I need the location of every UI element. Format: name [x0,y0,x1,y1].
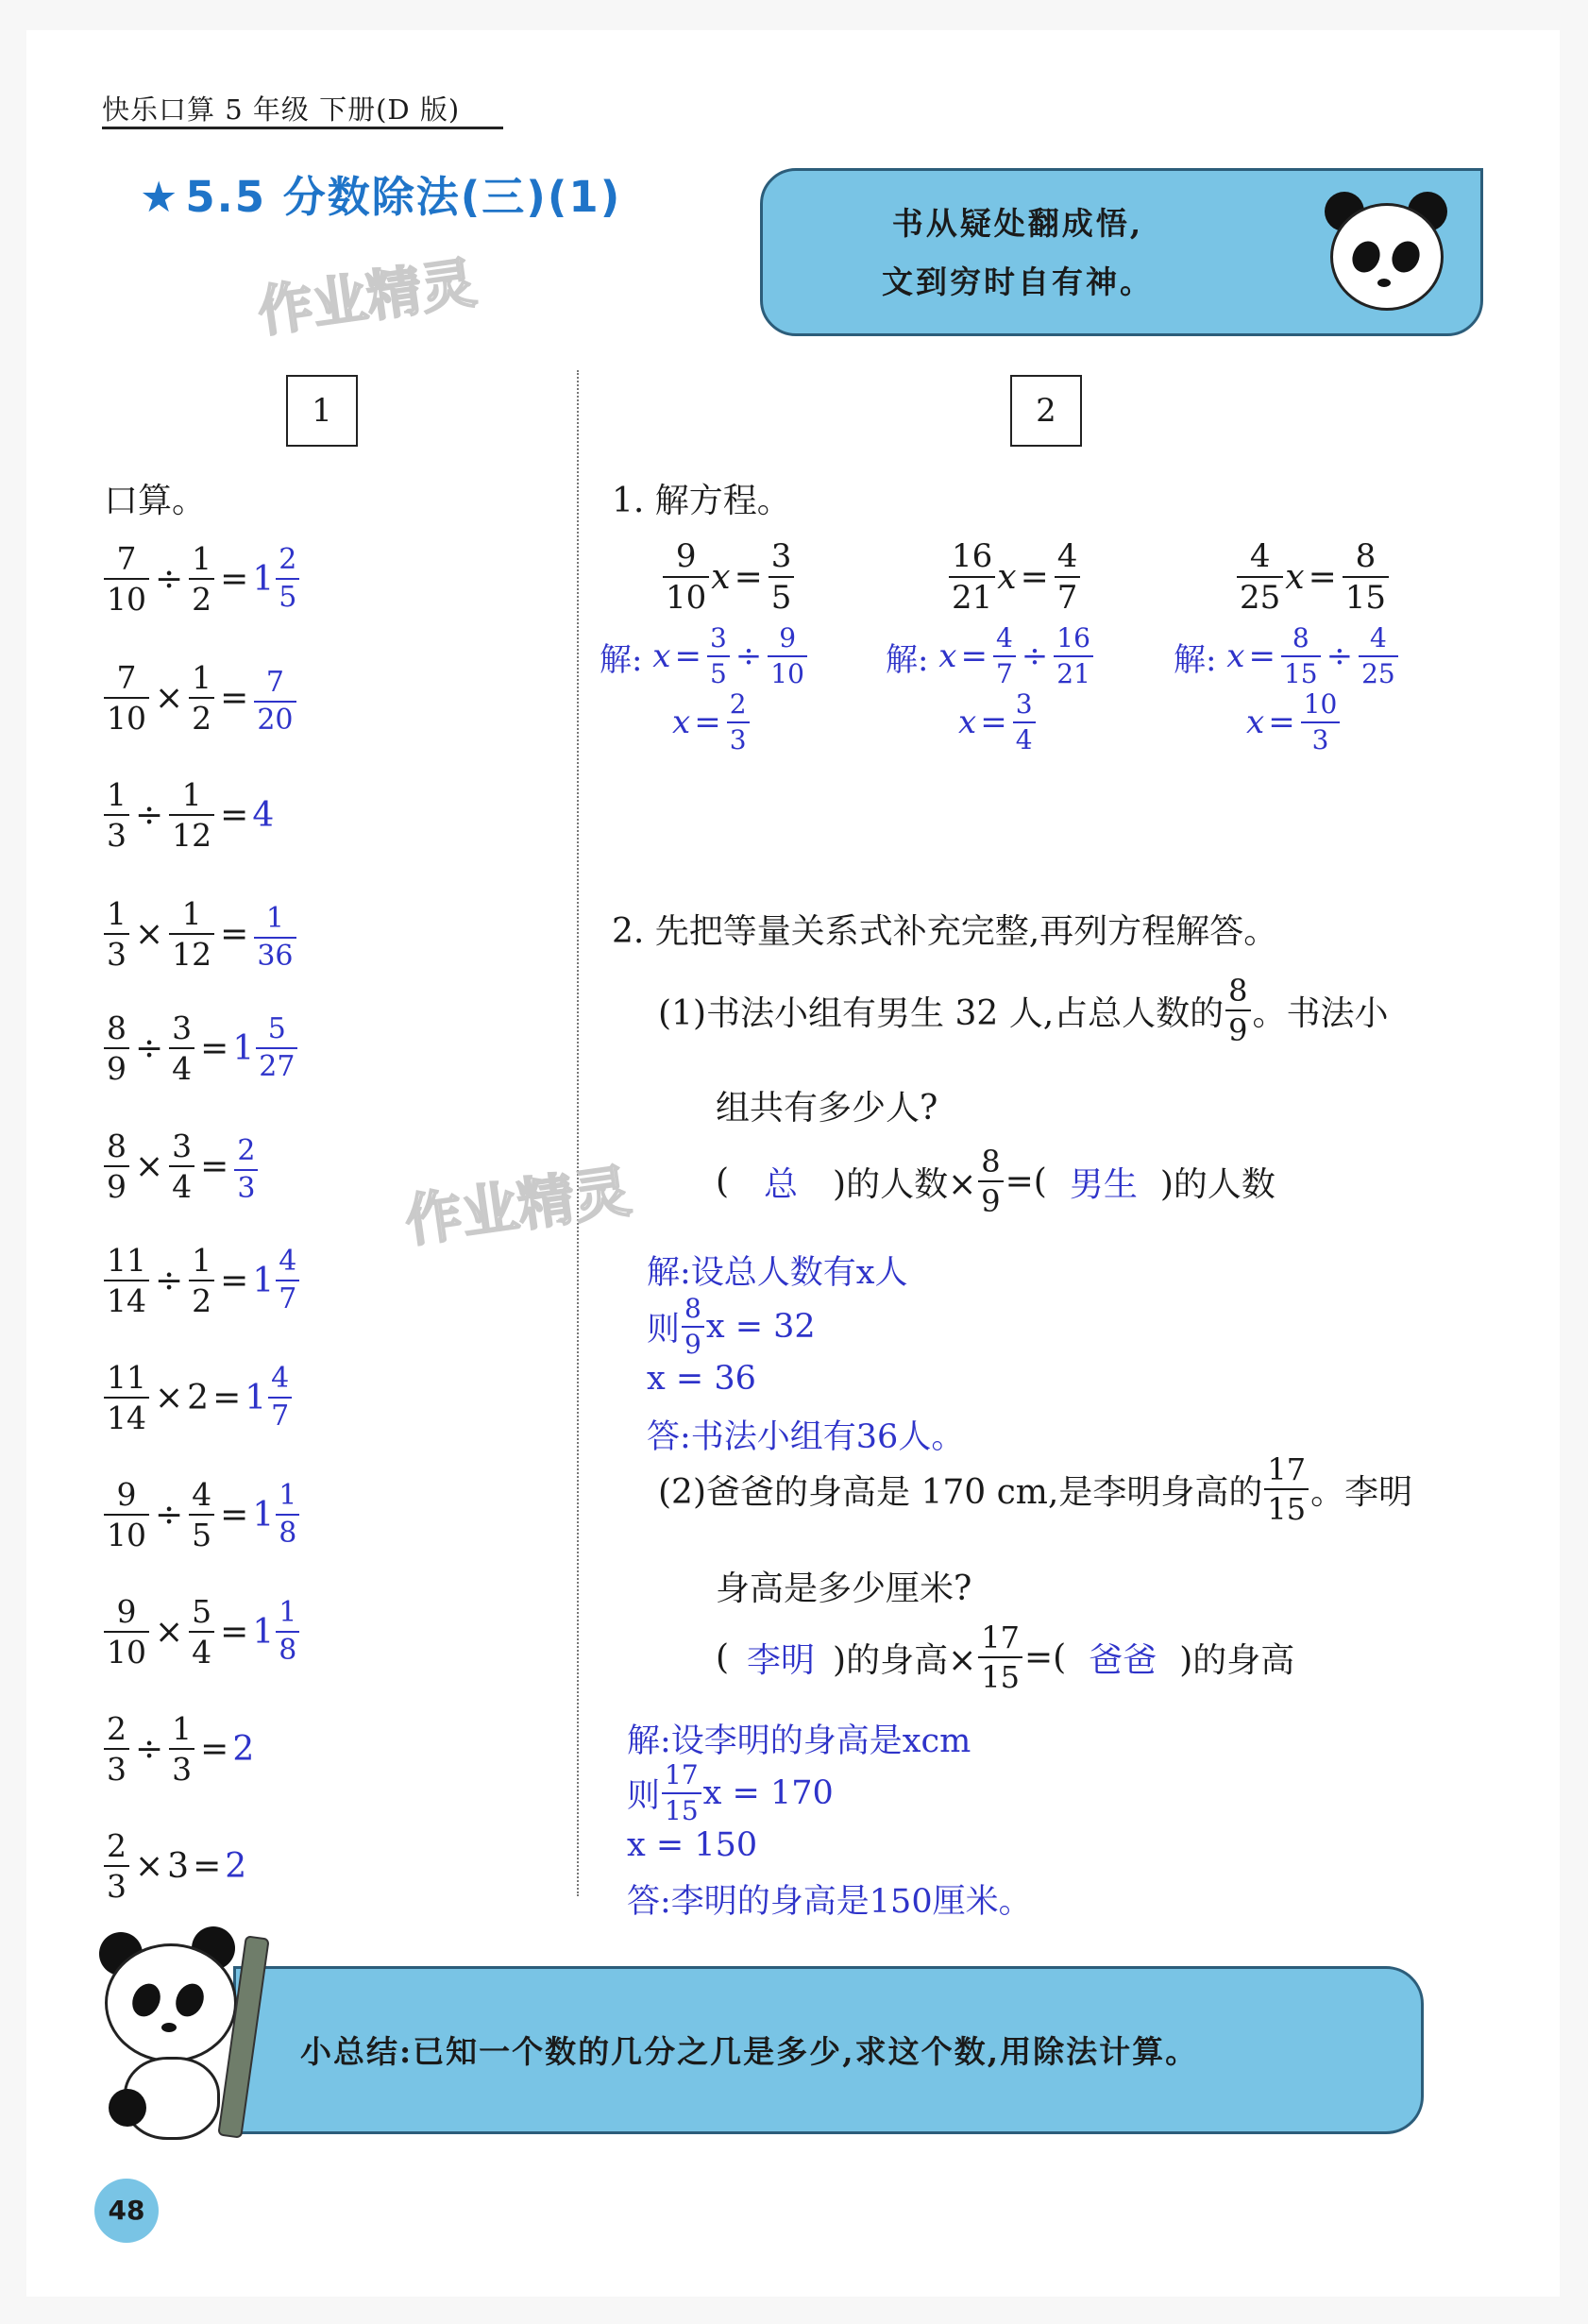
p2-relation: ( 李明 )的身高× $\frac{17}{15}$ =( 爸爸 )的身高 [716,1620,1295,1695]
oral-calc-item: $\frac{7}{10}$ × $\frac{1}{2}$ = $\frac{7}{20}$ [102,661,298,735]
oral-calc-item: $\frac{7}{10}$ ÷ $\frac{1}{2}$ = 1 $\frac{2}{5}$ [102,543,301,615]
oral-calc-answer[interactable]: 1 $\frac{5}{27}$ [232,1015,299,1081]
equation-solution-step-2[interactable]: x = $\frac{3}{4}$ [958,691,1038,754]
p2-fraction: $\frac{17}{15}$ [1264,1454,1309,1524]
oral-calc-item: $\frac{1}{3}$ ÷ $\frac{1}{12}$ = 4 [102,779,274,851]
p1-line1-text: (1)书法小组有男生 32 人,占总人数的 [658,993,1225,1033]
q2-title: 2. 先把等量关系式补充完整,再列方程解答。 [612,912,1278,951]
page-number: 48 [94,2179,159,2243]
panda-head-icon [1325,192,1447,314]
oral-calc-answer[interactable]: 1 $\frac{1}{8}$ [252,1482,301,1548]
equation: $\frac{9}{10}$ x = $\frac{3}{5}$ [661,540,796,614]
p2-line1 [658,1451,1413,1527]
p1-line1-end: 。书法小 [1252,993,1389,1033]
p2-blank-1[interactable]: 李明 [747,1640,816,1680]
equation: $\frac{16}{21}$ x = $\frac{4}{7}$ [947,540,1082,614]
oral-calc-item: $\frac{2}{3}$ ÷ $\frac{1}{3}$ = 2 [102,1713,254,1785]
p1-answer-3: x = 36 [647,1360,756,1398]
oral-calc-item: $\frac{8}{9}$ ÷ $\frac{3}{4}$ = 1 $\frac{5}{27}$ [102,1012,299,1084]
oral-calc-item: $\frac{11}{14}$ × 2 = 1 $\frac{4}{7}$ [102,1362,294,1433]
p2-relation-fraction: $\frac{17}{15}$ [978,1622,1022,1692]
watermark: 作业精灵 [254,250,481,345]
section-label-2: 2 [1010,375,1082,447]
equation-solution-step-1[interactable]: 解: x = $\frac{8}{15}$ ÷ $\frac{4}{25}$ [1174,625,1400,687]
quote-line-2: 文到穷时自有神。 [882,263,1154,300]
lesson-title [140,162,621,224]
p2-line2: 身高是多少厘米? [716,1569,972,1608]
p2-answer-3: x = 150 [627,1826,758,1864]
p2-answer-fraction: $\frac{17}{15}$ [662,1762,701,1824]
p1-answer-fraction: $\frac{8}{9}$ [682,1296,704,1358]
oral-calc-item: $\frac{9}{10}$ × $\frac{5}{4}$ = 1 $\frac{1}{8}$ [102,1596,301,1668]
oral-calc-answer[interactable]: 1 $\frac{1}{8}$ [252,1599,301,1665]
oral-calc-answer[interactable]: 4 [252,795,275,835]
column-divider [577,370,579,1896]
quote-box [760,168,1483,336]
p2-line1-text: (2)爸爸的身高是 170 cm,是李明身高的 [658,1472,1263,1512]
p1-fraction: $\frac{8}{9}$ [1225,975,1250,1045]
book-title-rule [102,127,503,129]
p1-answer-1: 解:设总人数有x人 [647,1254,908,1292]
equation: $\frac{4}{25}$ x = $\frac{8}{15}$ [1235,540,1391,614]
p1-blank-2[interactable]: 男生 [1069,1164,1138,1204]
p2-answer-2: 则 $\frac{17}{15}$ x = 170 [627,1759,834,1826]
book-title: 快乐口算 5 年级 下册(D 版) [102,93,461,126]
equation-solution-step-1[interactable]: 解: x = $\frac{4}{7}$ ÷ $\frac{16}{21}$ [886,625,1095,687]
equation-solution-step-1[interactable]: 解: x = $\frac{3}{5}$ ÷ $\frac{9}{10}$ [600,625,809,687]
p1-relation-fraction: $\frac{8}{9}$ [978,1146,1003,1216]
oral-calc-item: $\frac{1}{3}$ × $\frac{1}{12}$ = $\frac{1}{36}$ [102,897,298,971]
equation-solution-step-2[interactable]: x = $\frac{2}{3}$ [672,691,752,754]
lesson-title-text: 5.5 分数除法(三)(1) [185,172,622,222]
panda-mascot-icon [99,1926,269,2144]
oral-calc-title: 口算。 [104,482,207,520]
p1-line2: 组共有多少人? [716,1089,938,1128]
q1-title: 1. 解方程。 [612,482,791,520]
p1-answer-4: 答:书法小组有36人。 [647,1418,965,1456]
p1-relation: ( 总 )的人数× $\frac{8}{9}$ =( 男生 )的人数 [716,1144,1275,1219]
p1-answer-2: 则 $\frac{8}{9}$ x = 32 [647,1293,816,1360]
oral-calc-answer[interactable]: $\frac{1}{36}$ [252,897,297,971]
p1-line1 [658,973,1389,1048]
equation-solution-step-2[interactable]: x = $\frac{10}{3}$ [1246,691,1342,754]
p2-answer-4: 答:李明的身高是150厘米。 [627,1883,1032,1921]
summary-text: 小总结:已知一个数的几分之几是多少,求这个数,用除法计算。 [300,2033,1199,2070]
oral-calc-answer[interactable]: $\frac{2}{3}$ [232,1129,260,1203]
quote-line-1: 书从疑处翻成悟, [891,205,1144,242]
section-label-1: 1 [286,375,358,447]
watermark-2: 作业精灵 [400,1158,635,1256]
star-icon: ★ [140,172,180,222]
p2-blank-2[interactable]: 爸爸 [1089,1640,1157,1680]
oral-calc-item: $\frac{2}{3}$ × 3 = 2 [102,1830,246,1902]
p1-blank-1[interactable]: 总 [764,1164,799,1204]
oral-calc-item: $\frac{9}{10}$ ÷ $\frac{4}{5}$ = 1 $\frac{1}{8}$ [102,1479,301,1551]
oral-calc-item: $\frac{8}{9}$ × $\frac{3}{4}$ = $\frac{2}{3}$ [102,1129,260,1203]
oral-calc-answer[interactable]: $\frac{7}{20}$ [252,661,297,735]
oral-calc-answer[interactable]: 1 $\frac{4}{7}$ [252,1247,301,1314]
oral-calc-answer[interactable]: 1 $\frac{2}{5}$ [252,546,301,612]
oral-calc-answer[interactable]: 2 [225,1846,247,1886]
oral-calc-answer[interactable]: 2 [232,1729,255,1769]
p2-line1-end: 。李明 [1310,1472,1413,1512]
p2-answer-1: 解:设李明的身高是xcm [627,1722,971,1760]
oral-calc-item: $\frac{11}{14}$ ÷ $\frac{1}{2}$ = 1 $\frac{4}{7}$ [102,1245,301,1316]
oral-calc-answer[interactable]: 1 $\frac{4}{7}$ [245,1365,294,1431]
